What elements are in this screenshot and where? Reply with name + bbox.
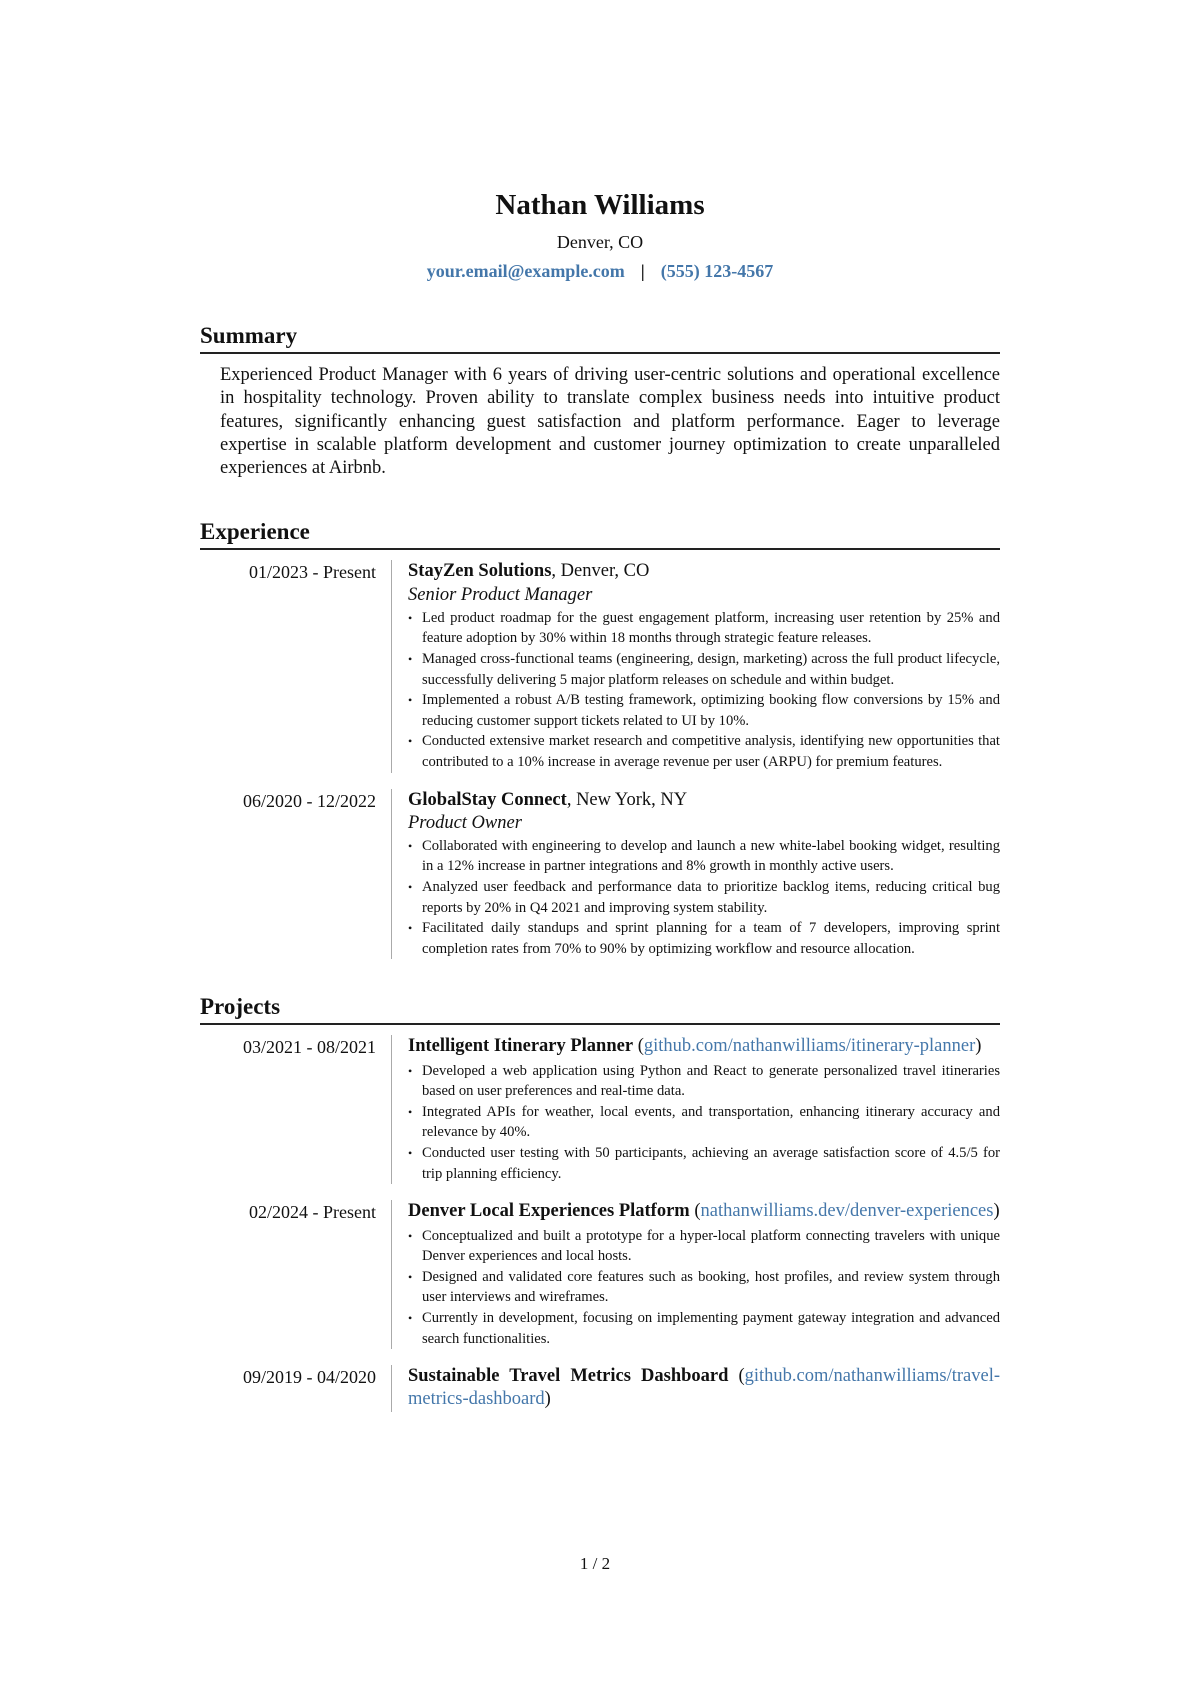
section-title-experience: Experience (200, 518, 1000, 550)
bullet-item: • Currently in development, focusing on implementing payment gateway integration and advanced search functionalities. (408, 1308, 1000, 1349)
entry-body (391, 789, 1000, 960)
job-title: Senior Product Manager (408, 584, 593, 605)
project-link[interactable]: nathanwilliams.dev/denver-experiences (700, 1201, 994, 1222)
entry-date: 09/2019 - 04/2020 (243, 1367, 376, 1388)
entry-heading (408, 1035, 1000, 1058)
experience-list (200, 560, 1000, 959)
summary-section (200, 322, 1000, 480)
paren-close: ) (975, 1036, 982, 1057)
resume-header (200, 188, 1000, 282)
bullet-list (408, 836, 1000, 960)
entry-body (391, 1200, 1000, 1349)
candidate-name: Nathan Williams (495, 189, 705, 221)
company-location: , New York, NY (566, 789, 688, 810)
bullet-item: • Developed a web application using Python and React to generate personalized travel itineraries based on user preferences and real-time data. (408, 1061, 1000, 1102)
entry-date: 06/2020 - 12/2022 (243, 790, 376, 811)
job-title: Product Owner (408, 812, 522, 833)
paren-close: ) (544, 1389, 551, 1410)
bullet-item: • Conceptualized and built a prototype for a hyper-local platform connecting travelers with unique Denver experiences and local hosts. (408, 1226, 1000, 1267)
summary-text: Experienced Product Manager with 6 years of driving user-centric solutions and operational excellence in hospitality technology. Proven ability to translate complex business needs into intuitive product features, significantly enhancing guest satisfaction and platform performance. Eager to leverage expertise in scalable platform development and customer journey optimization to create unparalleled experiences at Airbnb. (220, 365, 1000, 479)
page-number: 1 / 2 (579, 1554, 611, 1573)
bullet-item: • Designed and validated core features such as booking, host profiles, and review system through user interviews and wireframes. (408, 1267, 1000, 1308)
bullet-item: • Facilitated daily standups and sprint planning for a team of 7 developers, improving sprint completion rates from 70% to 90% by optimizing workflow and resource allocation. (408, 918, 1000, 959)
bullet-item: • Led product roadmap for the guest engagement platform, increasing user retention by 25% and feature adoption by 30% within 18 months through strategic feature releases. (408, 608, 1000, 649)
bullet-item: • Collaborated with engineering to develop and launch a new white-label booking widget, resulting in a 12% increase in partner integrations and 8% growth in monthly active users. (408, 836, 1000, 877)
company-name: StayZen Solutions (408, 561, 552, 582)
section-title-summary: Summary (200, 322, 1000, 354)
resume-page (200, 188, 1000, 1412)
project-name: Denver Local Experiences Platform (408, 1201, 690, 1222)
projects-list (200, 1035, 1000, 1411)
entry-date: 03/2021 - 08/2021 (243, 1037, 376, 1058)
contact-line (200, 260, 1000, 282)
bullet-item: • Conducted extensive market research and competitive analysis, identifying new opportunities that contributed to a 10% increase in average revenue per user (ARPU) for premium features. (408, 731, 1000, 772)
entry-date: 01/2023 - Present (249, 562, 376, 583)
experience-entry (200, 789, 1000, 960)
project-entry (200, 1365, 1000, 1412)
bullet-item: • Analyzed user feedback and performance data to prioritize backlog items, reducing critical bug reports by 20% in Q4 2021 and improving system stability. (408, 877, 1000, 918)
project-entry (200, 1035, 1000, 1184)
company-name: GlobalStay Connect (408, 789, 567, 810)
bullet-item: • Managed cross-functional teams (engineering, design, marketing) across the full product lifecycle, successfully delivering 5 major platform releases on schedule and within budget. (408, 649, 1000, 690)
email-link[interactable]: your.email@example.com (426, 261, 625, 281)
paren-open: ( (689, 1201, 701, 1222)
project-link[interactable]: github.com/nathanwilliams/itinerary-planner (643, 1036, 976, 1057)
bullet-item: • Implemented a robust A/B testing framework, optimizing booking flow conversions by 15% and reducing customer support tickets related to UI by 10%. (408, 690, 1000, 731)
paren-open: ( (633, 1036, 644, 1057)
entry-heading (408, 1200, 1000, 1223)
bullet-list (408, 1061, 1000, 1185)
section-title-projects: Projects (200, 993, 1000, 1025)
contact-separator: | (640, 261, 645, 281)
entry-heading (408, 1365, 1000, 1412)
projects-section (200, 993, 1000, 1411)
paren-open: ( (728, 1366, 745, 1387)
experience-section (200, 518, 1000, 959)
entry-heading (408, 560, 1000, 583)
bullet-list (408, 608, 1000, 773)
project-entry (200, 1200, 1000, 1349)
experience-entry (200, 560, 1000, 772)
bullet-item: • Conducted user testing with 50 participants, achieving an average satisfaction score of 4.5/5 for trip planning efficiency. (408, 1143, 1000, 1184)
paren-close: ) (993, 1201, 1000, 1222)
project-name: Intelligent Itinerary Planner (408, 1036, 634, 1057)
entry-body (391, 560, 1000, 772)
bullet-item: • Integrated APIs for weather, local events, and transportation, enhancing itinerary accuracy and relevance by 40%. (408, 1102, 1000, 1143)
project-name: Sustainable Travel Metrics Dashboard (408, 1366, 729, 1387)
entry-date: 02/2024 - Present (249, 1202, 376, 1223)
bullet-list (408, 1226, 1000, 1350)
phone-link[interactable]: (555) 123-4567 (660, 261, 774, 281)
project-link[interactable]: github.com/nathanwilliams/travel-metrics-dashboard (408, 1366, 1000, 1410)
entry-body (391, 1365, 1000, 1412)
entry-heading (408, 789, 1000, 812)
company-location: , Denver, CO (551, 561, 650, 582)
entry-body (391, 1035, 1000, 1184)
candidate-location: Denver, CO (556, 232, 644, 252)
